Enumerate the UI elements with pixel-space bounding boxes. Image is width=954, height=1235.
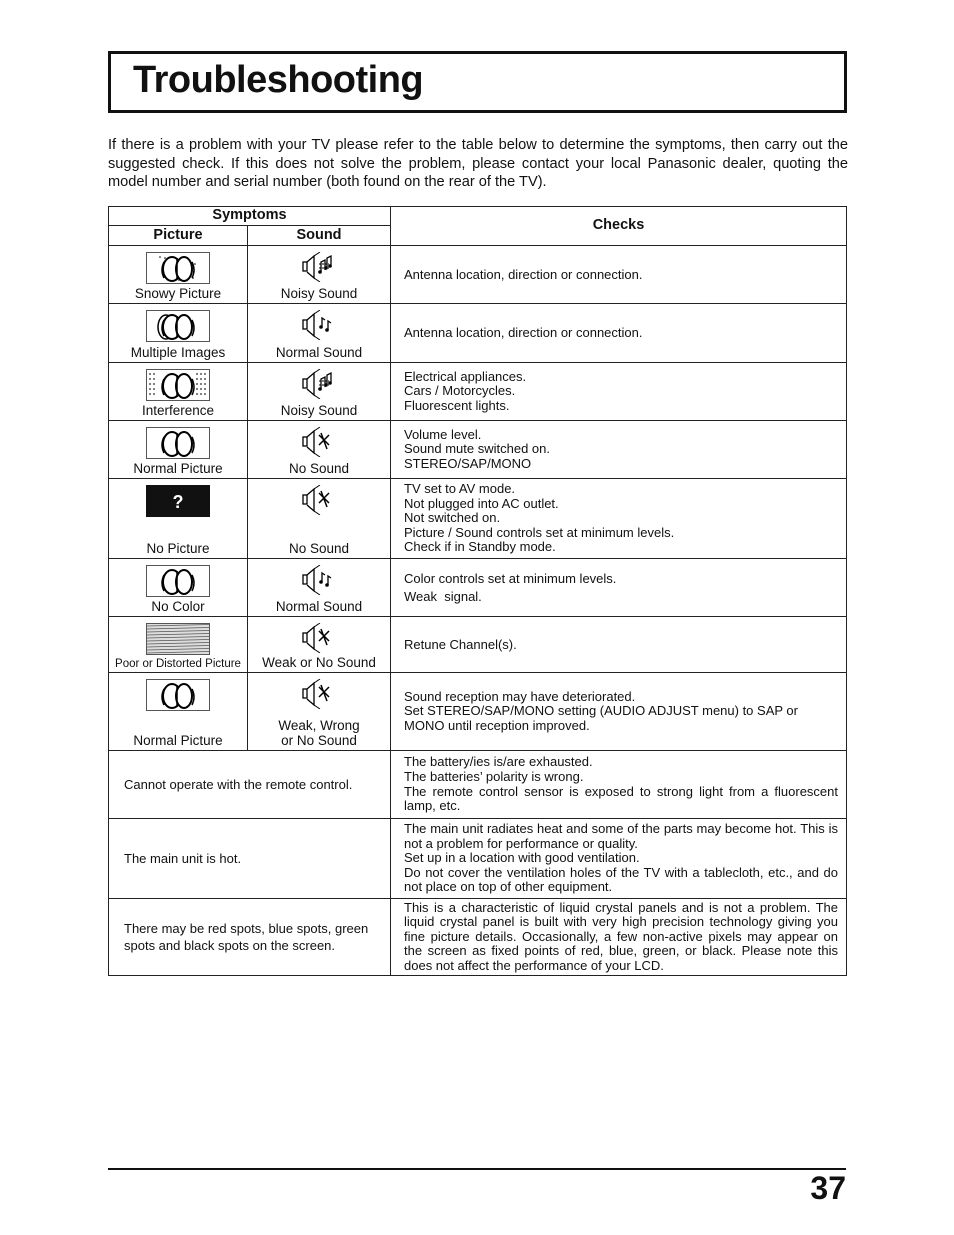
symptoms-label: Symptoms [212, 207, 287, 223]
page-number: 37 [810, 1170, 846, 1206]
sound-symptom-label: Normal Sound [275, 345, 363, 360]
picture-symptom-label: No Color [151, 599, 205, 614]
checks-cell [390, 818, 847, 899]
picture-cell [108, 478, 248, 559]
normal-tv-icon [146, 679, 210, 714]
check-item: TV set to AV mode. [404, 481, 516, 497]
checks-cell [390, 898, 847, 976]
sound-symptom-label: Weak or No Sound [262, 655, 376, 670]
muted-speaker-icon [301, 679, 337, 712]
sound-cell [247, 420, 391, 479]
check-item: Cars / Motorcycles. [404, 383, 516, 399]
intro-paragraph: If there is a problem with your TV please refer to the table below to determine the symptoms, then carry out the suggested check. If this does not solve the problem, please contact your local Panasonic dealer, quoting the model number and serial number (both found on the rear of the TV). [108, 137, 848, 190]
check-item: Antenna location, direction or connection. [404, 266, 643, 282]
symptom-text: There may be red spots, blue spots, green spots and black spots on the screen. [124, 920, 369, 953]
check-item: Sound mute switched on. [404, 441, 550, 457]
symptoms-header [108, 206, 391, 226]
checks-cell [390, 420, 847, 479]
check-item: Check if in Standby mode. [404, 539, 556, 555]
picture-symptom-label: Normal Picture [133, 461, 223, 476]
picture-symptom-label: No Picture [146, 541, 210, 556]
checks-cell [390, 672, 847, 751]
checks-cell [390, 478, 847, 559]
picture-cell [108, 558, 248, 617]
picture-symptom-label: Snowy Picture [134, 286, 222, 301]
check-item: Retune Channel(s). [404, 636, 517, 652]
check-item: Do not cover the ventilation holes of the TV with a tablecloth, etc., and do not place on top of other equipment. [404, 864, 842, 895]
checks-cell [390, 558, 847, 617]
symptom-cell [108, 818, 391, 899]
picture-cell [108, 362, 248, 421]
symptom-cell [108, 750, 391, 819]
muted-speaker-icon [301, 485, 337, 518]
picture-cell [108, 616, 248, 673]
checks-label: Checks [592, 217, 645, 233]
checks-cell [390, 616, 847, 673]
sound-label: Sound [296, 227, 342, 243]
check-item: Fluorescent lights. [404, 397, 510, 413]
picture-header [108, 225, 248, 246]
picture-cell [108, 303, 248, 363]
sound-cell [247, 672, 391, 751]
sound-cell [247, 303, 391, 363]
check-item: Volume level. [404, 426, 482, 442]
check-item: The remote control sensor is exposed to strong light from a fluorescent lamp, etc. [404, 783, 842, 814]
symptom-text: The main unit is hot. [124, 850, 242, 866]
footer-rule [108, 1168, 846, 1170]
svg-text:?: ? [172, 492, 184, 512]
sound-symptom-label: Noisy Sound [280, 403, 358, 418]
distorted-tv-icon [146, 623, 210, 658]
checks-cell [390, 362, 847, 421]
sound-cell [247, 245, 391, 304]
symptom-cell [108, 898, 391, 976]
check-item: Antenna location, direction or connection. [404, 325, 643, 340]
sound-symptom-label: Weak, Wrong or No Sound [278, 718, 360, 748]
check-item: Not plugged into AC outlet. [404, 495, 559, 511]
picture-symptom-label: Multiple Images [130, 345, 226, 360]
picture-symptom-label: Poor or Distorted Picture [115, 658, 241, 670]
check-item: The main unit radiates heat and some of the parts may become hot. This is not a problem for performance or quality. [404, 821, 842, 851]
page-title: Troubleshooting [133, 59, 424, 101]
picture-cell [108, 245, 248, 304]
check-item: The batteries’ polarity is wrong. [404, 768, 584, 784]
symptom-text: Cannot operate with the remote control. [124, 776, 353, 792]
check-item: Set STEREO/SAP/MONO setting (AUDIO ADJUST menu) to SAP or MONO until reception improved. [404, 703, 802, 733]
sound-header [247, 225, 391, 246]
checks-cell [390, 245, 847, 304]
ghost-tv-icon [146, 310, 210, 345]
checks-header [390, 206, 847, 246]
normal-speaker-icon [301, 565, 337, 598]
check-item: Color controls set at minimum levels. [404, 570, 617, 586]
picture-symptom-label: Normal Picture [133, 733, 223, 748]
muted-speaker-icon [301, 427, 337, 460]
check-item: Set up in a location with good ventilation. [404, 850, 640, 866]
no-picture-icon [146, 485, 210, 520]
check-item: STEREO/SAP/MONO [404, 455, 532, 471]
sound-cell [247, 478, 391, 559]
checks-cell [390, 303, 847, 363]
title-box [108, 51, 847, 113]
check-item: Sound reception may have deteriorated. [404, 688, 636, 704]
normal-tv-icon [146, 565, 210, 600]
picture-label: Picture [153, 227, 203, 243]
sound-symptom-label: No Sound [288, 541, 350, 556]
check-item: Picture / Sound controls set at minimum levels. [404, 524, 675, 540]
check-item: Weak signal. [404, 588, 482, 604]
checks-cell [390, 750, 847, 819]
picture-cell [108, 672, 248, 751]
interference-tv-icon [146, 369, 210, 404]
sound-symptom-label: No Sound [288, 461, 350, 476]
picture-cell [108, 420, 248, 479]
check-item: This is a characteristic of liquid crystal panels and is not a problem. The liquid crystal panel is built with very high precision technology giving you fine picture details. Occasionally, a few non-active pixels may appear on the screen as fixed points of red, blue, green, or black. Please note this does not affect the performance of your LCD. [404, 899, 842, 973]
sound-symptom-label: Normal Sound [275, 599, 363, 614]
sound-cell [247, 558, 391, 617]
check-item: Electrical appliances. [404, 368, 527, 384]
check-item: Not switched on. [404, 510, 501, 526]
sound-symptom-label: Noisy Sound [280, 286, 358, 301]
muted-speaker-icon [301, 623, 337, 656]
normal-speaker-icon [301, 310, 337, 343]
noisy-speaker-icon [301, 369, 337, 402]
noisy-speaker-icon [301, 252, 337, 285]
normal-tv-icon [146, 427, 210, 462]
sound-cell [247, 616, 391, 673]
sound-cell [247, 362, 391, 421]
check-item: The battery/ies is/are exhausted. [404, 754, 593, 770]
picture-symptom-label: Interference [141, 403, 215, 418]
snowy-tv-icon [146, 252, 210, 287]
